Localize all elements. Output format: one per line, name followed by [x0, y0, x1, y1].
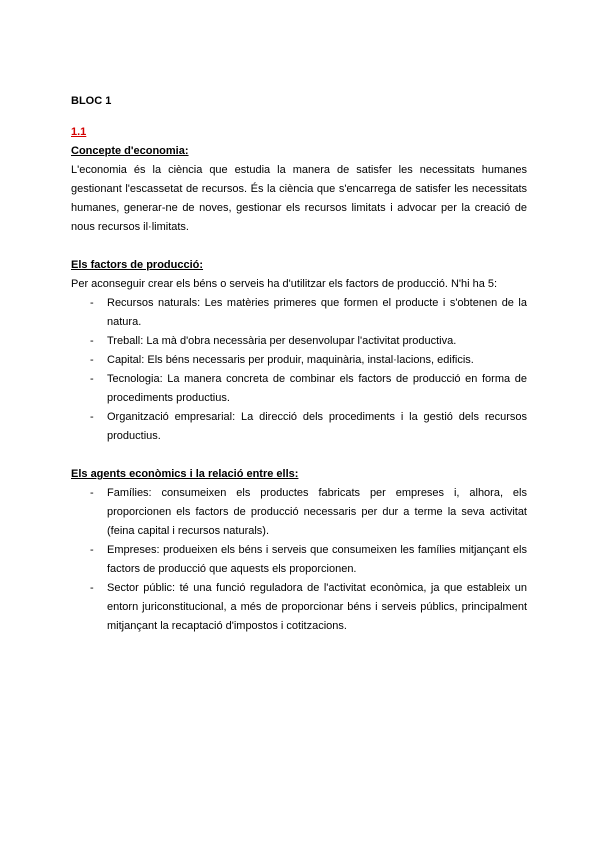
list-item: [71, 294, 527, 332]
concept-heading: Concepte d'economia:: [71, 145, 189, 157]
dash-bullet: -: [90, 373, 94, 385]
spacer: [71, 446, 527, 465]
list-item: [71, 408, 527, 446]
list-item: [71, 370, 527, 408]
list-item: [71, 484, 527, 541]
list-item: [71, 579, 527, 636]
bloc-title: BLOC 1: [71, 95, 112, 107]
factors-intro: Per aconseguir crear els béns o serveis ha d'utilitzar els factors de producció. N'hi ha 5:: [71, 278, 498, 290]
spacer: [71, 237, 527, 256]
list-item-text: Tecnologia: La manera concreta de combinar els factors de producció en forma de procediments productius.: [107, 373, 527, 404]
list-item-text: Empreses: produeixen els béns i serveis que consumeixen les famílies mitjançant els factors de producció que aquests els proporcionen.: [107, 544, 527, 575]
dash-bullet: -: [90, 335, 94, 347]
document-content: [71, 92, 527, 636]
section-number: 1.1: [71, 126, 87, 138]
dash-bullet: -: [90, 411, 94, 423]
agents-heading: Els agents econòmics i la relació entre ells:: [71, 468, 299, 480]
agents-list: [71, 484, 527, 636]
list-item-text: Recursos naturals: Les matèries primeres que formen el producte i s'obtenen de la natura.: [107, 297, 527, 328]
list-item-text: Organització empresarial: La direcció dels procediments i la gestió dels recursos productius.: [107, 411, 527, 442]
list-item: [71, 541, 527, 579]
dash-bullet: -: [90, 297, 94, 309]
list-item: [71, 332, 527, 351]
list-item: [71, 351, 527, 370]
dash-bullet: -: [90, 354, 94, 366]
list-item-text: Famílies: consumeixen els productes fabricats per empreses i, alhora, els proporcionen els factors de producció necessaris per dur a terme la seva activitat (feina capital i recursos naturals).: [107, 487, 527, 537]
factors-heading: Els factors de producció:: [71, 259, 204, 271]
concept-paragraph: L'economia és la ciència que estudia la manera de satisfer les necessitats humanes gestionant l'escassetat de recursos. És la ciència que s'encarrega de satisfer les necessitats humanes, generar-ne de noves, gestionar els recursos limitats i advocar per la creació de nous recursos il·limitats.: [71, 164, 527, 233]
factors-list: [71, 294, 527, 446]
list-item-text: Treball: La mà d'obra necessària per desenvolupar l'activitat productiva.: [107, 335, 457, 347]
dash-bullet: -: [90, 582, 94, 594]
list-item-text: Sector públic: té una funció reguladora de l'activitat econòmica, ja que estableix un entorn juriconstitucional, a més de proporcionar béns i serveis públics, principalment mitjançant la recaptació d'impostos i cotitzacions.: [107, 582, 527, 632]
dash-bullet: -: [90, 544, 94, 556]
list-item-text: Capital: Els béns necessaris per produir, maquinària, instal·lacions, edificis.: [107, 354, 474, 366]
dash-bullet: -: [90, 487, 94, 499]
